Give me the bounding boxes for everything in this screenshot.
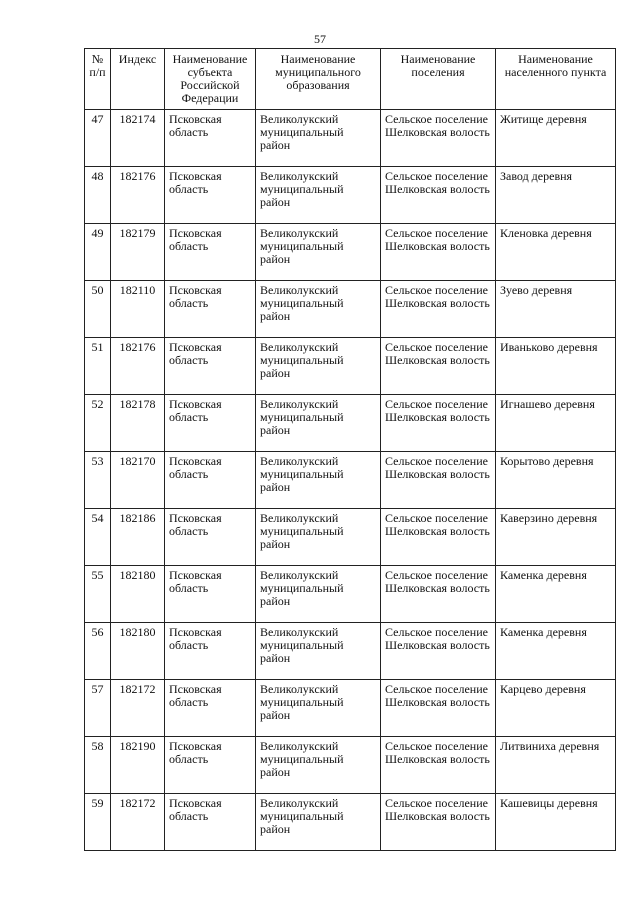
cell-municipality: Великолукский муниципальный район [256, 281, 381, 338]
cell-subject: Псковская область [165, 623, 256, 680]
table-row [85, 680, 616, 737]
cell-locality: Завод деревня [496, 167, 616, 224]
cell-municipality: Великолукский муниципальный район [256, 680, 381, 737]
cell-settlement: Сельское поселение Шелковская волость [381, 680, 496, 737]
header-subject: Наименование субъекта Российской Федерации [165, 49, 256, 110]
table-row [85, 452, 616, 509]
cell-settlement: Сельское поселение Шелковская волость [381, 338, 496, 395]
cell-index: 182186 [111, 509, 165, 566]
cell-settlement: Сельское поселение Шелковская волость [381, 110, 496, 167]
cell-settlement: Сельское поселение Шелковская волость [381, 509, 496, 566]
cell-index: 182110 [111, 281, 165, 338]
cell-municipality: Великолукский муниципальный район [256, 794, 381, 851]
cell-index: 182170 [111, 452, 165, 509]
cell-subject: Псковская область [165, 509, 256, 566]
cell-subject: Псковская область [165, 566, 256, 623]
cell-num: 53 [85, 452, 111, 509]
cell-num: 56 [85, 623, 111, 680]
cell-settlement: Сельское поселение Шелковская волость [381, 566, 496, 623]
cell-num: 48 [85, 167, 111, 224]
cell-subject: Псковская область [165, 338, 256, 395]
cell-subject: Псковская область [165, 452, 256, 509]
cell-locality: Иваньково деревня [496, 338, 616, 395]
cell-municipality: Великолукский муниципальный район [256, 395, 381, 452]
cell-subject: Псковская область [165, 281, 256, 338]
page-number: 57 [314, 32, 326, 46]
header-locality: Наименование населенного пункта [496, 49, 616, 110]
cell-locality: Игнашево деревня [496, 395, 616, 452]
cell-locality: Зуево деревня [496, 281, 616, 338]
header-index: Индекс [111, 49, 165, 110]
cell-municipality: Великолукский муниципальный район [256, 224, 381, 281]
cell-settlement: Сельское поселение Шелковская волость [381, 224, 496, 281]
cell-index: 182180 [111, 566, 165, 623]
cell-subject: Псковская область [165, 167, 256, 224]
header-municipality: Наименование муниципального образования [256, 49, 381, 110]
cell-settlement: Сельское поселение Шелковская волость [381, 623, 496, 680]
cell-index: 182176 [111, 338, 165, 395]
cell-municipality: Великолукский муниципальный район [256, 566, 381, 623]
cell-settlement: Сельское поселение Шелковская волость [381, 794, 496, 851]
cell-index: 182190 [111, 737, 165, 794]
cell-settlement: Сельское поселение Шелковская волость [381, 281, 496, 338]
cell-subject: Псковская область [165, 794, 256, 851]
cell-municipality: Великолукский муниципальный район [256, 338, 381, 395]
cell-num: 57 [85, 680, 111, 737]
cell-municipality: Великолукский муниципальный район [256, 509, 381, 566]
cell-settlement: Сельское поселение Шелковская волость [381, 395, 496, 452]
cell-num: 47 [85, 110, 111, 167]
cell-locality: Кленовка деревня [496, 224, 616, 281]
table-row [85, 281, 616, 338]
cell-locality: Литвиниха деревня [496, 737, 616, 794]
cell-locality: Каменка деревня [496, 566, 616, 623]
cell-locality: Каменка деревня [496, 623, 616, 680]
cell-settlement: Сельское поселение Шелковская волость [381, 167, 496, 224]
header-num: № п/п [85, 49, 111, 110]
cell-locality: Каверзино деревня [496, 509, 616, 566]
cell-locality: Житище деревня [496, 110, 616, 167]
cell-num: 52 [85, 395, 111, 452]
table-row [85, 224, 616, 281]
localities-table [84, 48, 616, 851]
table-row [85, 794, 616, 851]
cell-index: 182176 [111, 167, 165, 224]
table-row [85, 509, 616, 566]
cell-municipality: Великолукский муниципальный район [256, 110, 381, 167]
table-header-row [85, 49, 616, 110]
cell-locality: Корытово деревня [496, 452, 616, 509]
cell-index: 182172 [111, 680, 165, 737]
table-row [85, 623, 616, 680]
cell-num: 50 [85, 281, 111, 338]
cell-num: 58 [85, 737, 111, 794]
cell-subject: Псковская область [165, 395, 256, 452]
cell-settlement: Сельское поселение Шелковская волость [381, 452, 496, 509]
cell-municipality: Великолукский муниципальный район [256, 737, 381, 794]
cell-subject: Псковская область [165, 110, 256, 167]
cell-num: 55 [85, 566, 111, 623]
cell-municipality: Великолукский муниципальный район [256, 167, 381, 224]
cell-num: 54 [85, 509, 111, 566]
table-row [85, 737, 616, 794]
table-row [85, 338, 616, 395]
cell-locality: Кашевицы деревня [496, 794, 616, 851]
table-row [85, 395, 616, 452]
cell-municipality: Великолукский муниципальный район [256, 623, 381, 680]
cell-num: 49 [85, 224, 111, 281]
cell-index: 182174 [111, 110, 165, 167]
cell-num: 51 [85, 338, 111, 395]
cell-municipality: Великолукский муниципальный район [256, 452, 381, 509]
cell-subject: Псковская область [165, 680, 256, 737]
cell-subject: Псковская область [165, 224, 256, 281]
cell-index: 182178 [111, 395, 165, 452]
table-row [85, 110, 616, 167]
cell-settlement: Сельское поселение Шелковская волость [381, 737, 496, 794]
table-row [85, 167, 616, 224]
table-row [85, 566, 616, 623]
cell-index: 182180 [111, 623, 165, 680]
table-body [85, 110, 616, 851]
cell-index: 182179 [111, 224, 165, 281]
cell-index: 182172 [111, 794, 165, 851]
cell-num: 59 [85, 794, 111, 851]
cell-locality: Карцево деревня [496, 680, 616, 737]
header-settlement: Наименование поселения [381, 49, 496, 110]
cell-subject: Псковская область [165, 737, 256, 794]
